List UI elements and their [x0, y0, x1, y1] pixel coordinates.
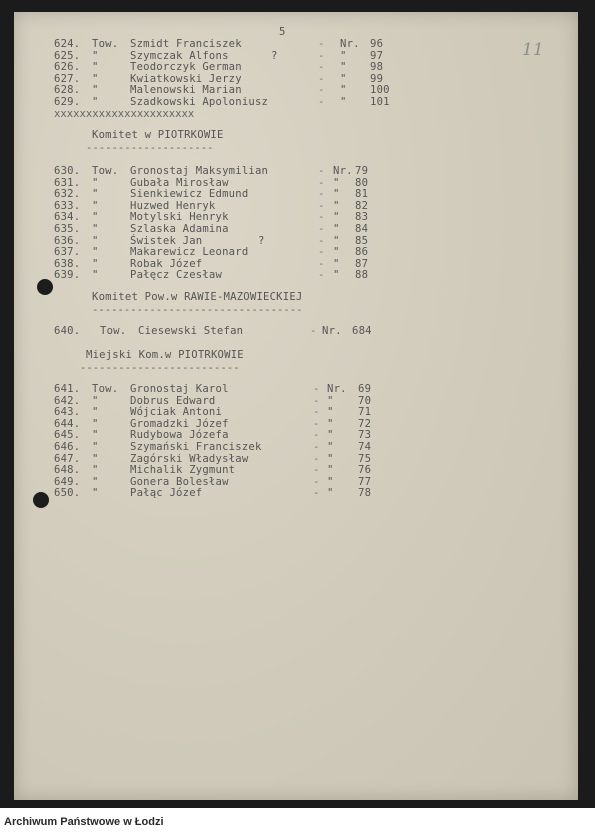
entry-name: Szadkowski Apoloniusz: [130, 96, 269, 108]
entry-dash: -: [313, 441, 320, 453]
entry-number: 641.: [54, 383, 81, 395]
entry-number: 648.: [54, 464, 81, 477]
punch-hole: [37, 279, 53, 295]
entry-nr-label: ": [340, 61, 347, 74]
entry-nr-label: ": [340, 84, 347, 97]
entry-value: 96: [370, 38, 384, 50]
heading-underline: ---------------------------------: [92, 304, 303, 316]
entry-title: ": [92, 211, 99, 224]
entry-value: 80: [355, 176, 369, 189]
entry-name: Huzwed Henryk: [130, 199, 216, 212]
entry-name: Dobrus Edward: [130, 394, 216, 407]
entry-name: Gromadzki Józef: [130, 417, 229, 430]
entry-title: ": [92, 394, 99, 407]
entry-value: 71: [358, 406, 372, 419]
entry-value: 69: [358, 383, 372, 395]
entry-nr-label: ": [340, 72, 347, 85]
entry-title: Tow.: [92, 165, 119, 177]
entry-nr-label: ": [327, 487, 334, 500]
entry-name: Malenowski Marian: [130, 84, 242, 97]
heading-underline: -------------------------: [80, 362, 240, 374]
entry-dash: -: [313, 487, 320, 500]
entry-nr-label: ": [327, 441, 334, 453]
entry-title: ": [92, 269, 99, 282]
entry-number: 628.: [54, 84, 81, 97]
entry-number: 634.: [54, 211, 81, 224]
entry-nr-label: Nr.: [322, 325, 342, 337]
entry-value: 75: [358, 452, 372, 465]
entry-value: 88: [355, 269, 369, 282]
entry-name: Kwiatkowski Jerzy: [130, 72, 242, 85]
query-mark: ?: [271, 49, 278, 62]
entry-number: 650.: [54, 487, 81, 500]
entry-dash: -: [318, 61, 325, 74]
entry-dash: -: [318, 223, 325, 235]
entry-value: 684: [352, 325, 372, 337]
entry-name: Świstek Jan: [130, 234, 203, 247]
entry-number: 646.: [54, 441, 81, 453]
entry-name: Szymczak Alfons: [130, 49, 229, 62]
entry-dash: -: [318, 269, 325, 282]
entry-title: ": [92, 199, 99, 212]
entry-nr-label: ": [333, 188, 340, 201]
entry-name: Pałąc Józef: [130, 487, 203, 500]
entry-name: Pałęcz Czesław: [130, 269, 223, 282]
entry-dash: -: [313, 464, 320, 477]
entry-number: 633.: [54, 199, 81, 212]
entry-name: Teodorczyk German: [130, 61, 242, 74]
corner-annotation: 11: [522, 40, 544, 60]
entry-title: ": [92, 475, 99, 488]
entry-nr-label: ": [333, 234, 340, 247]
entry-nr-label: ": [333, 211, 340, 224]
entry-value: 73: [358, 429, 372, 442]
entry-number: 649.: [54, 475, 81, 488]
entry-dash: -: [310, 325, 317, 337]
entry-value: 70: [358, 394, 372, 407]
entry-nr-label: ": [327, 394, 334, 407]
entry-name: Gubała Mirosław: [130, 176, 229, 189]
entry-number: 624.: [54, 38, 81, 50]
entry-nr-label: Nr.: [327, 383, 347, 395]
entry-title: ": [92, 176, 99, 189]
entry-nr-label: ": [333, 269, 340, 282]
entry-value: 84: [355, 223, 369, 235]
entry-number: 629.: [54, 96, 81, 108]
document-page: [14, 12, 578, 800]
archive-name: Archiwum Państwowe w Łodzi: [4, 816, 164, 828]
section-heading: Miejski Kom.w PIOTRKOWIE: [86, 349, 244, 361]
entry-dash: -: [318, 84, 325, 97]
entry-number: 645.: [54, 429, 81, 442]
entry-title: ": [92, 429, 99, 442]
entry-title: ": [92, 234, 99, 247]
entry-number: 644.: [54, 417, 81, 430]
entry-value: 87: [355, 257, 369, 270]
entry-dash: -: [318, 72, 325, 85]
entry-number: 632.: [54, 188, 81, 201]
entry-value: 76: [358, 464, 372, 477]
entry-name: Rudybowa Józefa: [130, 429, 229, 442]
entry-nr-label: ": [340, 49, 347, 62]
entry-dash: -: [313, 406, 320, 419]
entry-value: 100: [370, 84, 390, 97]
entry-dash: -: [318, 165, 325, 177]
entry-title: ": [92, 49, 99, 62]
entry-value: 98: [370, 61, 384, 74]
entry-nr-label: ": [327, 452, 334, 465]
entry-value: 72: [358, 417, 372, 430]
entry-title: ": [92, 84, 99, 97]
entry-value: 78: [358, 487, 372, 500]
entry-number: 642.: [54, 394, 81, 407]
section-heading: Komitet Pow.w RAWIE-MAZOWIECKIEJ: [92, 291, 303, 303]
query-mark: ?: [258, 234, 265, 247]
entry-value: 97: [370, 49, 384, 62]
entry-dash: -: [318, 188, 325, 201]
entry-title: Tow.: [100, 325, 127, 337]
punch-hole: [33, 492, 49, 508]
entry-number: 626.: [54, 61, 81, 74]
entry-number: 639.: [54, 269, 81, 282]
entry-nr-label: ": [333, 246, 340, 259]
entry-nr-label: ": [340, 96, 347, 108]
entry-nr-label: ": [333, 257, 340, 270]
entry-title: ": [92, 257, 99, 270]
entry-title: ": [92, 223, 99, 235]
entry-nr-label: ": [327, 475, 334, 488]
entry-dash: -: [318, 246, 325, 259]
entry-name: Sienkiewicz Edmund: [130, 188, 249, 201]
entry-number: 627.: [54, 72, 81, 85]
entry-number: 630.: [54, 165, 81, 177]
entry-number: 635.: [54, 223, 81, 235]
entry-nr-label: ": [327, 406, 334, 419]
entry-nr-label: ": [327, 417, 334, 430]
entry-title: ": [92, 406, 99, 419]
entry-name: Motylski Henryk: [130, 211, 229, 224]
entry-title: ": [92, 417, 99, 430]
entry-title: ": [92, 464, 99, 477]
entry-title: ": [92, 487, 99, 500]
entry-title: ": [92, 441, 99, 453]
entry-value: 79: [355, 165, 369, 177]
heading-underline: --------------------: [86, 142, 214, 154]
entry-dash: -: [318, 96, 325, 108]
entry-name: Zagórski Władysław: [130, 452, 249, 465]
entry-value: 81: [355, 188, 369, 201]
entry-name: Wójciak Antoni: [130, 406, 223, 419]
entry-title: Tow.: [92, 38, 119, 50]
entry-name: Gronostaj Karol: [130, 383, 229, 395]
entry-value: 85: [355, 234, 369, 247]
entry-dash: -: [318, 199, 325, 212]
entry-name: Szymański Franciszek: [130, 441, 262, 453]
entry-dash: -: [313, 383, 320, 395]
entry-title: ": [92, 452, 99, 465]
entry-name: Gronostaj Maksymilian: [130, 165, 269, 177]
entry-title: Tow.: [92, 383, 119, 395]
entry-dash: -: [318, 176, 325, 189]
entry-name: Makarewicz Leonard: [130, 246, 249, 259]
entry-dash: -: [313, 452, 320, 465]
entry-number: 625.: [54, 49, 81, 62]
entry-title: ": [92, 246, 99, 259]
entry-name: Robak Józef: [130, 257, 203, 270]
archive-footer: [0, 808, 595, 840]
entry-number: 647.: [54, 452, 81, 465]
entry-nr-label: Nr.: [340, 38, 360, 50]
entry-dash: -: [318, 49, 325, 62]
entry-number: 640.: [54, 325, 81, 337]
entry-nr-label: ": [333, 199, 340, 212]
entry-dash: -: [318, 38, 325, 50]
entry-number: 636.: [54, 234, 81, 247]
entry-nr-label: ": [333, 223, 340, 235]
entry-number: 637.: [54, 246, 81, 259]
entry-number: 643.: [54, 406, 81, 419]
entry-value: 99: [370, 72, 384, 85]
entry-value: 86: [355, 246, 369, 259]
entry-name: Gonera Bolesław: [130, 475, 229, 488]
entry-title: ": [92, 188, 99, 201]
entry-value: 101: [370, 96, 390, 108]
entry-nr-label: ": [333, 176, 340, 189]
entry-nr-label: ": [327, 429, 334, 442]
entry-title: ": [92, 96, 99, 108]
entry-title: ": [92, 72, 99, 85]
entry-dash: -: [318, 257, 325, 270]
entry-nr-label: ": [327, 464, 334, 477]
entry-title: ": [92, 61, 99, 74]
entry-dash: -: [318, 234, 325, 247]
section-heading: Komitet w PIOTRKOWIE: [92, 129, 224, 141]
struck-line: xxxxxxxxxxxxxxxxxxxxxx: [54, 108, 195, 120]
entry-name: Ciesewski Stefan: [138, 325, 244, 337]
entry-dash: -: [313, 475, 320, 488]
entry-number: 631.: [54, 176, 81, 189]
entry-dash: -: [318, 211, 325, 224]
entry-name: Szmidt Franciszek: [130, 38, 242, 50]
entry-dash: -: [313, 429, 320, 442]
entry-value: 82: [355, 199, 369, 212]
entry-number: 638.: [54, 257, 81, 270]
entry-dash: -: [313, 394, 320, 407]
entry-dash: -: [313, 417, 320, 430]
entry-name: Szlaska Adamina: [130, 223, 229, 235]
entry-value: 74: [358, 441, 372, 453]
entry-value: 83: [355, 211, 369, 224]
entry-value: 77: [358, 475, 372, 488]
page-number: 5: [279, 26, 286, 38]
entry-name: Michalik Zygmunt: [130, 464, 236, 477]
entry-nr-label: Nr.: [333, 165, 353, 177]
